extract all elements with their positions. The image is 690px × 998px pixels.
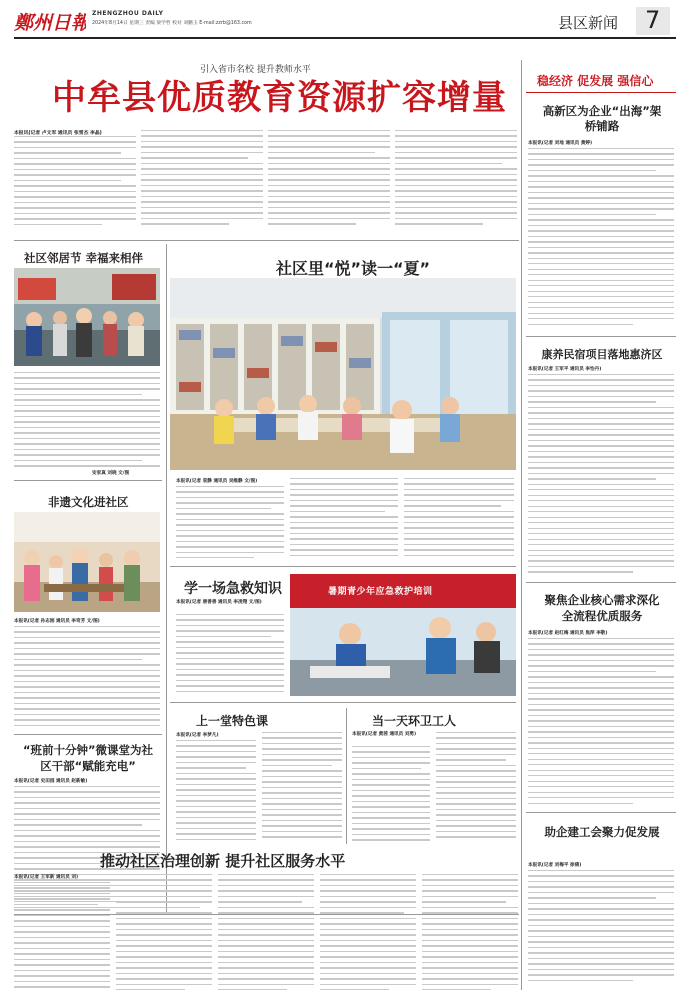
left-divider-1 <box>14 480 162 481</box>
right-story-1-body <box>528 148 674 330</box>
masthead-meta: 2024年8月14日 星期三 责编 梁学哲 校对 刘鹏玉 E-mail:zzrb@163.com <box>92 21 252 26</box>
first-aid-banner-text: 暑期青少年应急救护培训 <box>328 587 433 597</box>
bottom-body-col5 <box>422 874 518 990</box>
left-heading-1: 社区邻居节 幸福来相伴 <box>24 251 144 265</box>
right-divider-1 <box>526 336 676 337</box>
center-story-1-body-b <box>262 732 342 842</box>
feature-byline: 本报讯(记者 袁静 通讯员 吴维静 文/图) <box>176 479 258 484</box>
left-story-1-body <box>14 372 160 468</box>
bottom-body-col4 <box>320 874 416 990</box>
center-story-2-body-a <box>352 746 430 842</box>
left-heading-2: 非遗文化进社区 <box>48 495 129 509</box>
center-story-1-byline: 本报讯(记者 李梦凡) <box>176 733 219 738</box>
left-story-1-credit: 安家真 刘晓 文/图 <box>92 471 130 476</box>
right-column-rule <box>521 60 522 990</box>
right-story-4-byline: 本报讯(记者 刘梅平 徐倩) <box>528 863 582 868</box>
lead-body-col1 <box>14 136 136 236</box>
masthead-rule <box>14 37 676 39</box>
center-story-2-title: 当一天环卫工人 <box>372 714 457 728</box>
lead-body-col4 <box>395 130 517 236</box>
feature-body-col3 <box>404 478 514 558</box>
feature-title: 社区里“悦”读一“夏” <box>276 259 431 278</box>
masthead-english: ZHENGZHOU DAILY <box>92 10 164 17</box>
lead-byline: 本报讯(记者 卢文军 通讯员 张雪杰 李晶) <box>14 131 102 136</box>
center-story-2-body-b <box>436 732 516 842</box>
lead-body-col3 <box>268 130 390 236</box>
lead-kicker: 引入省市名校 提升教师水平 <box>200 65 311 75</box>
neighborhood-festival-photo <box>14 268 160 366</box>
right-story-1-byline: 本报讯(记者 刘地 通讯员 黄婷) <box>528 141 593 146</box>
first-aid-title: 学一场急救知识 <box>184 581 282 597</box>
svg-text:鄭州日報: 鄭州日報 <box>14 12 86 34</box>
feature-body-col2 <box>290 478 398 558</box>
bottom-body-col2 <box>116 874 212 990</box>
center-story-2-byline: 本报讯(记者 黄茜 通讯员 刘勇) <box>352 732 417 737</box>
right-divider-2 <box>526 582 676 583</box>
left-story-2-byline: 本报讯(记者 孙志刚 通讯员 李奇芳 文/图) <box>14 619 100 624</box>
left-story-3-byline: 本报讯(记者 史田园 通讯员 赵新敏) <box>14 779 88 784</box>
page-number: 7 <box>645 6 661 34</box>
left-story-2-body <box>14 626 160 728</box>
right-story-4-body <box>528 870 674 990</box>
left-divider-2 <box>14 734 162 735</box>
intangible-heritage-photo <box>14 512 160 612</box>
right-story-2-body <box>528 374 674 576</box>
center-story-1-body-a <box>176 740 256 842</box>
right-col-top-rule <box>526 92 676 93</box>
right-story-2-byline: 本报讯(记者 王军平 通讯员 李怡丹) <box>528 367 602 372</box>
left-column-rule <box>166 244 167 914</box>
center-vertical-rule <box>346 708 347 844</box>
left-heading-3: “班前十分钟”微课堂为社区干部“赋能充电” <box>22 743 154 773</box>
bottom-body-col3 <box>218 874 314 990</box>
bottom-title: 推动社区治理创新 提升社区服务水平 <box>100 852 346 870</box>
lead-title: 中牟县优质教育资源扩容增量 <box>52 78 507 118</box>
right-divider-3 <box>526 812 676 813</box>
right-story-3-body <box>528 638 674 810</box>
right-story-2-title: 康养民宿项目落地惠济区 <box>541 348 663 361</box>
center-story-1-title: 上一堂特色课 <box>196 714 269 728</box>
bottom-body-col1 <box>14 882 110 990</box>
lead-body-col2 <box>141 130 263 236</box>
section-title: 县区新闻 <box>558 14 619 32</box>
center-divider-1 <box>170 566 516 567</box>
feature-body-col1 <box>176 486 284 558</box>
right-story-1-title: 高新区为企业“出海”架桥铺路 <box>542 104 662 133</box>
bottom-byline: 本报讯(记者 王军新 通讯员 刘) <box>14 875 79 880</box>
masthead-logo <box>14 8 86 34</box>
lead-divider <box>14 240 519 241</box>
right-story-3-byline: 本报讯(记者 赵红梅 通讯员 焦萍 李敬) <box>528 631 608 636</box>
first-aid-byline: 本报讯(记者 唐善善 通讯员 李凌翔 文/图) <box>176 600 262 605</box>
slogan: 稳经济 促发展 强信心 <box>537 74 654 88</box>
newspaper-logo-icon <box>14 8 86 34</box>
right-story-4-title: 助企建工会聚力促发展 <box>544 825 660 839</box>
right-story-3-title: 聚焦企业核心需求深化全流程优质服务 <box>544 593 660 623</box>
first-aid-body <box>176 614 284 696</box>
center-divider-2 <box>170 702 516 703</box>
library-reading-photo <box>170 278 516 470</box>
